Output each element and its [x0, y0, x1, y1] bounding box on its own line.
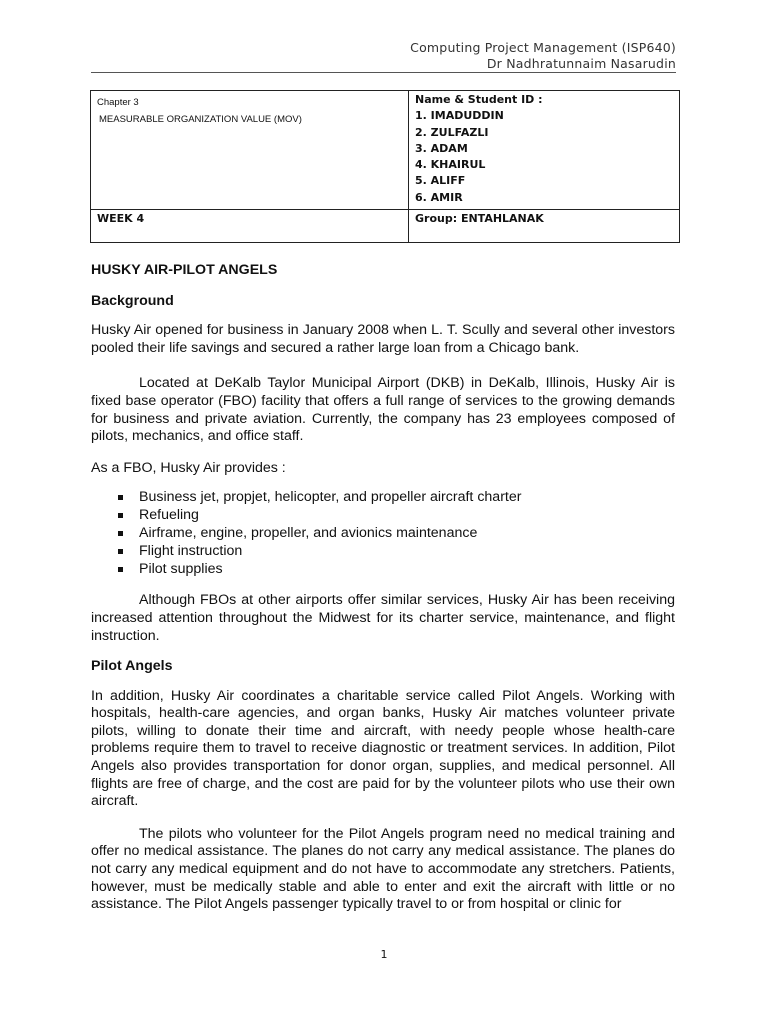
members-heading: Name & Student ID : — [415, 93, 543, 106]
list-item: Airframe, engine, propeller, and avionics maintenance — [139, 525, 675, 543]
member-item: 5. ALIFF — [415, 174, 466, 188]
page-number: 1 — [380, 948, 388, 961]
member-item: 3. ADAM — [415, 141, 468, 155]
member-item: 1. IMADUDDIN — [415, 109, 504, 123]
chapter-label: Chapter 3 — [97, 97, 139, 108]
document-title: HUSKY AIR-PILOT ANGELS — [91, 262, 278, 278]
chapter-cell — [91, 91, 409, 210]
header-divider — [91, 72, 676, 73]
paragraph: Located at DeKalb Taylor Municipal Airport (DKB) in DeKalb, Illinois, Husky Air is fixed base operator (FBO) facility that offers a full range of services to the growing demands for business and private aviation. Currently, the company has 23 employees composed of pilots, mechanics, and office staff. — [91, 375, 675, 445]
chapter-title: MEASURABLE ORGANIZATION VALUE (MOV) — [99, 114, 302, 125]
paragraph: The pilots who volunteer for the Pilot Angels program need no medical training and offer no medical assistance. The planes do not carry any medical assistance. The planes do not carry any medical equipment and do not have to accommodate any stretchers. Patients, however, must be medically stable and able to enter and exit the aircraft with little or no assistance. The Pilot Angels passenger typically travel to or from hospital or clinic for — [91, 825, 675, 913]
group-cell: Group: ENTAHLANAK — [409, 210, 680, 243]
paragraph: Husky Air opened for business in January 2008 when L. T. Scully and several other investors pooled their life savings and secured a rather large loan from a Chicago bank. — [91, 322, 675, 356]
list-item: Flight instruction — [139, 543, 675, 561]
week-cell: WEEK 4 — [91, 210, 409, 243]
page-header — [91, 40, 676, 72]
paragraph: As a FBO, Husky Air provides : — [91, 459, 286, 476]
background-heading: Background — [91, 292, 174, 309]
list-item: Pilot supplies — [139, 561, 675, 579]
member-item: 6. AMIR — [415, 190, 463, 204]
group-info-table — [90, 90, 680, 243]
services-list — [91, 489, 675, 578]
member-item: 4. KHAIRUL — [415, 158, 486, 172]
paragraph: In addition, Husky Air coordinates a charitable service called Pilot Angels. Working with hospitals, health-care agencies, and organ banks, Husky Air matches volunteer private pilots, willing to donate their time and aircraft, with needy people whose health-care problems require them to travel to receive diagnostic or treatment services. In addition, Pilot Angels also provides transportation for donor organ, supplies, and medical personnel. All flights are free of charge, and the cost are paid for by the volunteer pilots who use their own aircraft. — [91, 687, 675, 810]
course-title: Computing Project Management (ISP640) — [410, 40, 676, 55]
lecturer-name: Dr Nadhratunnaim Nasarudin — [486, 56, 676, 71]
list-item: Refueling — [139, 507, 675, 525]
list-item: Business jet, propjet, helicopter, and propeller aircraft charter — [139, 489, 675, 507]
member-item: 2. ZULFAZLI — [415, 125, 489, 139]
pilot-angels-heading: Pilot Angels — [91, 658, 173, 675]
paragraph: Although FBOs at other airports offer similar services, Husky Air has been receiving increased attention throughout the Midwest for its charter service, maintenance, and flight instruction. — [91, 592, 675, 644]
members-cell — [409, 91, 680, 210]
document-body — [91, 262, 675, 914]
